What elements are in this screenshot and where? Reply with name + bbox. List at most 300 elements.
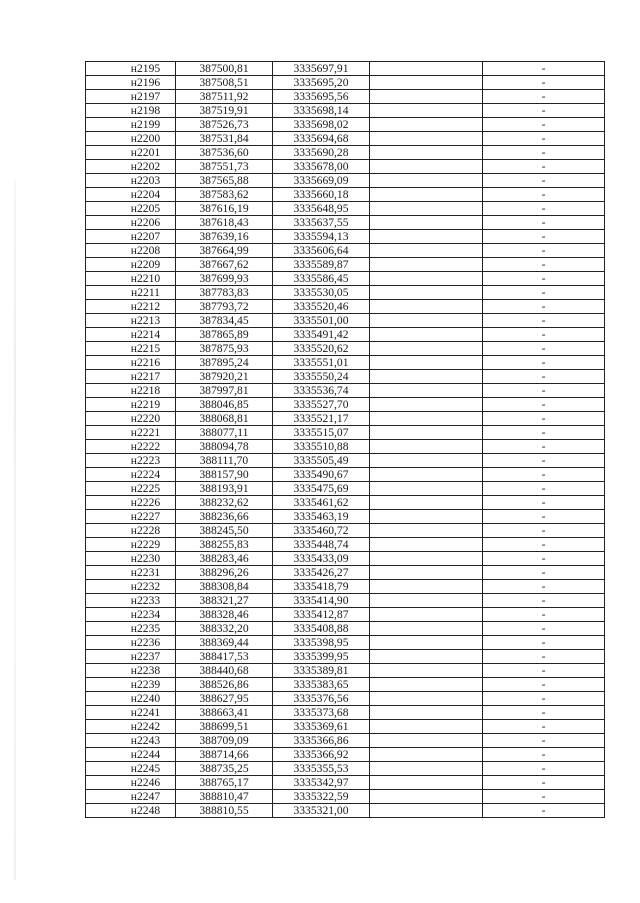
point-name-cell-text: н2223 — [130, 454, 161, 467]
mark-cell — [483, 328, 605, 342]
point-name-cell-text: н2220 — [130, 412, 161, 425]
point-name-cell — [86, 202, 176, 216]
x-coordinate-cell-text: 387583,62 — [199, 188, 249, 201]
point-name-cell-text: н2203 — [130, 174, 161, 187]
x-coordinate-cell-text: 387551,73 — [199, 160, 249, 173]
x-coordinate-cell-text: 387618,43 — [199, 216, 249, 229]
y-coordinate-cell — [273, 104, 370, 118]
mark-cell — [483, 692, 605, 706]
mark-cell-text: - — [541, 174, 546, 187]
table-row — [86, 608, 605, 622]
note-cell — [370, 216, 483, 230]
y-coordinate-cell — [273, 524, 370, 538]
point-name-cell-text: н2242 — [130, 720, 161, 733]
x-coordinate-cell-text: 388417,53 — [199, 650, 249, 663]
point-name-cell-text: н2204 — [130, 188, 161, 201]
x-coordinate-cell-text: 387616,19 — [199, 202, 249, 215]
x-coordinate-cell — [176, 608, 273, 622]
point-name-cell-text: н2227 — [130, 510, 161, 523]
mark-cell — [483, 678, 605, 692]
y-coordinate-cell-text: 3335501,00 — [293, 314, 349, 327]
point-name-cell — [86, 468, 176, 482]
point-name-cell — [86, 244, 176, 258]
x-coordinate-cell-text: 388328,46 — [199, 608, 249, 621]
x-coordinate-cell-text: 388232,62 — [199, 496, 249, 509]
mark-cell-text: - — [541, 342, 546, 355]
point-name-cell-text: н2246 — [130, 776, 161, 789]
x-coordinate-cell-text: 387875,93 — [199, 342, 249, 355]
table-row — [86, 342, 605, 356]
x-coordinate-cell — [176, 328, 273, 342]
mark-cell — [483, 468, 605, 482]
y-coordinate-cell-text: 3335695,56 — [293, 90, 349, 103]
y-coordinate-cell — [273, 734, 370, 748]
x-coordinate-cell-text: 388245,50 — [199, 524, 249, 537]
note-cell — [370, 174, 483, 188]
note-cell — [370, 62, 483, 76]
point-name-cell-text: н2208 — [130, 244, 161, 257]
point-name-cell — [86, 482, 176, 496]
x-coordinate-cell-text: 388236,66 — [199, 510, 249, 523]
table-row — [86, 384, 605, 398]
point-name-cell-text: н2224 — [130, 468, 161, 481]
y-coordinate-cell-text: 3335690,28 — [293, 146, 349, 159]
y-coordinate-cell — [273, 496, 370, 510]
point-name-cell-text: н2233 — [130, 594, 161, 607]
mark-cell — [483, 342, 605, 356]
point-name-cell-text: н2248 — [130, 804, 161, 817]
mark-cell — [483, 384, 605, 398]
point-name-cell — [86, 62, 176, 76]
point-name-cell-text: н2228 — [130, 524, 161, 537]
y-coordinate-cell-text: 3335460,72 — [293, 524, 349, 537]
mark-cell-text: - — [541, 160, 546, 173]
x-coordinate-cell-text: 387508,51 — [199, 76, 249, 89]
mark-cell-text: - — [541, 804, 546, 817]
y-coordinate-cell — [273, 594, 370, 608]
mark-cell-text: - — [541, 552, 546, 565]
note-cell — [370, 482, 483, 496]
note-cell — [370, 468, 483, 482]
mark-cell-text: - — [541, 468, 546, 481]
table-row — [86, 776, 605, 790]
note-cell — [370, 552, 483, 566]
coordinates-table-body — [86, 62, 605, 818]
x-coordinate-cell-text: 388810,55 — [199, 804, 249, 817]
x-coordinate-cell — [176, 468, 273, 482]
x-coordinate-cell — [176, 272, 273, 286]
point-name-cell-text: н2217 — [130, 370, 161, 383]
y-coordinate-cell-text: 3335510,88 — [293, 440, 349, 453]
y-coordinate-cell-text: 3335366,92 — [293, 748, 349, 761]
point-name-cell-text: н2216 — [130, 356, 161, 369]
mark-cell — [483, 104, 605, 118]
x-coordinate-cell — [176, 286, 273, 300]
y-coordinate-cell-text: 3335369,61 — [293, 720, 349, 733]
mark-cell-text: - — [541, 370, 546, 383]
point-name-cell — [86, 188, 176, 202]
table-row — [86, 328, 605, 342]
table-row — [86, 692, 605, 706]
y-coordinate-cell-text: 3335389,81 — [293, 664, 349, 677]
x-coordinate-cell-text: 387519,91 — [199, 104, 249, 117]
point-name-cell-text: н2234 — [130, 608, 161, 621]
note-cell — [370, 244, 483, 258]
x-coordinate-cell-text: 388440,68 — [199, 664, 249, 677]
note-cell — [370, 342, 483, 356]
x-coordinate-cell — [176, 90, 273, 104]
y-coordinate-cell — [273, 272, 370, 286]
note-cell — [370, 412, 483, 426]
mark-cell-text: - — [541, 76, 546, 89]
x-coordinate-cell-text: 388765,17 — [199, 776, 249, 789]
note-cell — [370, 594, 483, 608]
x-coordinate-cell — [176, 216, 273, 230]
x-coordinate-cell-text: 388321,27 — [199, 594, 249, 607]
point-name-cell — [86, 216, 176, 230]
y-coordinate-cell — [273, 216, 370, 230]
point-name-cell — [86, 328, 176, 342]
point-name-cell-text: н2247 — [130, 790, 161, 803]
mark-cell-text: - — [541, 398, 546, 411]
note-cell — [370, 188, 483, 202]
point-name-cell — [86, 776, 176, 790]
y-coordinate-cell — [273, 286, 370, 300]
y-coordinate-cell-text: 3335448,74 — [293, 538, 349, 551]
mark-cell — [483, 356, 605, 370]
point-name-cell-text: н2202 — [130, 160, 161, 173]
x-coordinate-cell — [176, 188, 273, 202]
point-name-cell — [86, 412, 176, 426]
mark-cell — [483, 748, 605, 762]
point-name-cell-text: н2218 — [130, 384, 161, 397]
point-name-cell — [86, 636, 176, 650]
note-cell — [370, 496, 483, 510]
mark-cell — [483, 706, 605, 720]
y-coordinate-cell-text: 3335520,46 — [293, 300, 349, 313]
x-coordinate-cell-text: 388810,47 — [199, 790, 249, 803]
mark-cell-text: - — [541, 104, 546, 117]
x-coordinate-cell-text: 387997,81 — [199, 384, 249, 397]
table-row — [86, 370, 605, 384]
scan-edge-shadow — [14, 180, 16, 880]
x-coordinate-cell — [176, 552, 273, 566]
point-name-cell — [86, 118, 176, 132]
point-name-cell — [86, 370, 176, 384]
point-name-cell — [86, 258, 176, 272]
point-name-cell — [86, 706, 176, 720]
point-name-cell-text: н2225 — [130, 482, 161, 495]
point-name-cell-text: н2205 — [130, 202, 161, 215]
x-coordinate-cell-text: 388077,11 — [199, 426, 249, 439]
mark-cell — [483, 230, 605, 244]
table-row — [86, 664, 605, 678]
mark-cell-text: - — [541, 426, 546, 439]
point-name-cell-text: н2245 — [130, 762, 161, 775]
y-coordinate-cell-text: 3335660,18 — [293, 188, 349, 201]
y-coordinate-cell — [273, 356, 370, 370]
point-name-cell — [86, 146, 176, 160]
mark-cell-text: - — [541, 664, 546, 677]
note-cell — [370, 286, 483, 300]
mark-cell-text: - — [541, 412, 546, 425]
y-coordinate-cell-text: 3335527,70 — [293, 398, 349, 411]
table-row — [86, 706, 605, 720]
point-name-cell-text: н2229 — [130, 538, 161, 551]
mark-cell-text: - — [541, 146, 546, 159]
y-coordinate-cell — [273, 188, 370, 202]
x-coordinate-cell — [176, 594, 273, 608]
mark-cell-text: - — [541, 706, 546, 719]
mark-cell-text: - — [541, 622, 546, 635]
y-coordinate-cell-text: 3335648,95 — [293, 202, 349, 215]
y-coordinate-cell — [273, 482, 370, 496]
x-coordinate-cell — [176, 580, 273, 594]
y-coordinate-cell-text: 3335520,62 — [293, 342, 349, 355]
y-coordinate-cell-text: 3335433,09 — [293, 552, 349, 565]
x-coordinate-cell — [176, 748, 273, 762]
point-name-cell-text: н2211 — [131, 286, 160, 299]
mark-cell — [483, 636, 605, 650]
note-cell — [370, 762, 483, 776]
note-cell — [370, 538, 483, 552]
y-coordinate-cell-text: 3335491,42 — [293, 328, 349, 341]
note-cell — [370, 160, 483, 174]
mark-cell — [483, 454, 605, 468]
y-coordinate-cell-text: 3335412,87 — [293, 608, 349, 621]
mark-cell-text: - — [541, 314, 546, 327]
point-name-cell — [86, 300, 176, 314]
table-row — [86, 62, 605, 76]
y-coordinate-cell — [273, 328, 370, 342]
table-row — [86, 678, 605, 692]
y-coordinate-cell — [273, 720, 370, 734]
x-coordinate-cell-text: 387536,60 — [199, 146, 249, 159]
point-name-cell-text: н2221 — [130, 426, 161, 439]
mark-cell — [483, 776, 605, 790]
mark-cell — [483, 538, 605, 552]
note-cell — [370, 370, 483, 384]
x-coordinate-cell-text: 388627,95 — [199, 692, 249, 705]
y-coordinate-cell-text: 3335383,65 — [293, 678, 349, 691]
x-coordinate-cell-text: 388663,41 — [199, 706, 249, 719]
y-coordinate-cell — [273, 244, 370, 258]
note-cell — [370, 272, 483, 286]
x-coordinate-cell-text: 387920,21 — [199, 370, 249, 383]
y-coordinate-cell — [273, 118, 370, 132]
y-coordinate-cell-text: 3335698,02 — [293, 118, 349, 131]
x-coordinate-cell — [176, 510, 273, 524]
table-row — [86, 538, 605, 552]
x-coordinate-cell-text: 388714,66 — [199, 748, 249, 761]
x-coordinate-cell — [176, 356, 273, 370]
note-cell — [370, 258, 483, 272]
mark-cell-text: - — [541, 258, 546, 271]
mark-cell-text: - — [541, 216, 546, 229]
note-cell — [370, 132, 483, 146]
table-row — [86, 650, 605, 664]
x-coordinate-cell-text: 387699,93 — [199, 272, 249, 285]
table-row — [86, 160, 605, 174]
point-name-cell — [86, 692, 176, 706]
point-name-cell — [86, 230, 176, 244]
table-row — [86, 748, 605, 762]
table-row — [86, 146, 605, 160]
table-row — [86, 566, 605, 580]
x-coordinate-cell-text: 388526,86 — [199, 678, 249, 691]
x-coordinate-cell-text: 387783,83 — [199, 286, 249, 299]
y-coordinate-cell — [273, 664, 370, 678]
y-coordinate-cell — [273, 370, 370, 384]
point-name-cell — [86, 272, 176, 286]
point-name-cell — [86, 566, 176, 580]
y-coordinate-cell-text: 3335490,67 — [293, 468, 349, 481]
note-cell — [370, 202, 483, 216]
mark-cell — [483, 188, 605, 202]
mark-cell-text: - — [541, 132, 546, 145]
point-name-cell — [86, 314, 176, 328]
y-coordinate-cell-text: 3335414,90 — [293, 594, 349, 607]
note-cell — [370, 104, 483, 118]
y-coordinate-cell — [273, 174, 370, 188]
note-cell — [370, 720, 483, 734]
table-row — [86, 440, 605, 454]
point-name-cell — [86, 720, 176, 734]
x-coordinate-cell — [176, 734, 273, 748]
x-coordinate-cell — [176, 804, 273, 818]
table-row — [86, 762, 605, 776]
table-row — [86, 426, 605, 440]
table-row — [86, 636, 605, 650]
table-row — [86, 258, 605, 272]
mark-cell-text: - — [541, 286, 546, 299]
table-row — [86, 202, 605, 216]
point-name-cell — [86, 734, 176, 748]
point-name-cell — [86, 524, 176, 538]
point-name-cell-text: н2201 — [130, 146, 161, 159]
note-cell — [370, 566, 483, 580]
point-name-cell-text: н2235 — [130, 622, 161, 635]
note-cell — [370, 636, 483, 650]
x-coordinate-cell — [176, 118, 273, 132]
point-name-cell-text: н2237 — [130, 650, 161, 663]
mark-cell-text: - — [541, 90, 546, 103]
x-coordinate-cell-text: 387664,99 — [199, 244, 249, 257]
mark-cell — [483, 440, 605, 454]
point-name-cell — [86, 510, 176, 524]
mark-cell — [483, 762, 605, 776]
point-name-cell-text: н2238 — [130, 664, 161, 677]
mark-cell — [483, 552, 605, 566]
x-coordinate-cell-text: 387639,16 — [199, 230, 249, 243]
mark-cell-text: - — [541, 594, 546, 607]
mark-cell — [483, 132, 605, 146]
point-name-cell-text: н2213 — [130, 314, 161, 327]
mark-cell-text: - — [541, 720, 546, 733]
note-cell — [370, 692, 483, 706]
y-coordinate-cell — [273, 440, 370, 454]
table-row — [86, 244, 605, 258]
x-coordinate-cell — [176, 622, 273, 636]
point-name-cell — [86, 496, 176, 510]
table-row — [86, 552, 605, 566]
note-cell — [370, 664, 483, 678]
y-coordinate-cell — [273, 62, 370, 76]
mark-cell-text: - — [541, 524, 546, 537]
y-coordinate-cell-text: 3335321,00 — [293, 804, 349, 817]
x-coordinate-cell — [176, 566, 273, 580]
mark-cell — [483, 426, 605, 440]
point-name-cell-text: н2241 — [130, 706, 161, 719]
mark-cell-text: - — [541, 636, 546, 649]
x-coordinate-cell — [176, 440, 273, 454]
mark-cell-text: - — [541, 230, 546, 243]
table-row — [86, 468, 605, 482]
point-name-cell-text: н2209 — [130, 258, 161, 271]
mark-cell-text: - — [541, 678, 546, 691]
x-coordinate-cell-text: 387667,62 — [199, 258, 249, 271]
y-coordinate-cell-text: 3335463,19 — [293, 510, 349, 523]
x-coordinate-cell — [176, 230, 273, 244]
note-cell — [370, 510, 483, 524]
point-name-cell-text: н2226 — [130, 496, 161, 509]
x-coordinate-cell-text: 388283,46 — [199, 552, 249, 565]
y-coordinate-cell — [273, 678, 370, 692]
point-name-cell-text: н2222 — [130, 440, 161, 453]
point-name-cell — [86, 664, 176, 678]
y-coordinate-cell — [273, 132, 370, 146]
y-coordinate-cell-text: 3335426,27 — [293, 566, 349, 579]
point-name-cell — [86, 398, 176, 412]
point-name-cell-text: н2200 — [130, 132, 161, 145]
y-coordinate-cell-text: 3335342,97 — [293, 776, 349, 789]
mark-cell — [483, 118, 605, 132]
x-coordinate-cell — [176, 384, 273, 398]
y-coordinate-cell — [273, 230, 370, 244]
mark-cell-text: - — [541, 384, 546, 397]
note-cell — [370, 524, 483, 538]
y-coordinate-cell-text: 3335589,87 — [293, 258, 349, 271]
point-name-cell-text: н2231 — [130, 566, 161, 579]
y-coordinate-cell-text: 3335530,05 — [293, 286, 349, 299]
mark-cell-text: - — [541, 272, 546, 285]
y-coordinate-cell — [273, 398, 370, 412]
mark-cell — [483, 482, 605, 496]
y-coordinate-cell — [273, 300, 370, 314]
y-coordinate-cell-text: 3335594,13 — [293, 230, 349, 243]
table-row — [86, 510, 605, 524]
x-coordinate-cell — [176, 790, 273, 804]
table-row — [86, 594, 605, 608]
y-coordinate-cell — [273, 314, 370, 328]
point-name-cell — [86, 356, 176, 370]
note-cell — [370, 734, 483, 748]
point-name-cell — [86, 160, 176, 174]
point-name-cell-text: н2230 — [130, 552, 161, 565]
y-coordinate-cell — [273, 566, 370, 580]
x-coordinate-cell — [176, 62, 273, 76]
mark-cell — [483, 160, 605, 174]
point-name-cell — [86, 440, 176, 454]
x-coordinate-cell — [176, 412, 273, 426]
table-row — [86, 300, 605, 314]
point-name-cell-text: н2207 — [130, 230, 161, 243]
table-row — [86, 230, 605, 244]
table-row — [86, 174, 605, 188]
point-name-cell-text: н2244 — [130, 748, 161, 761]
point-name-cell-text: н2206 — [130, 216, 161, 229]
mark-cell-text: - — [541, 188, 546, 201]
